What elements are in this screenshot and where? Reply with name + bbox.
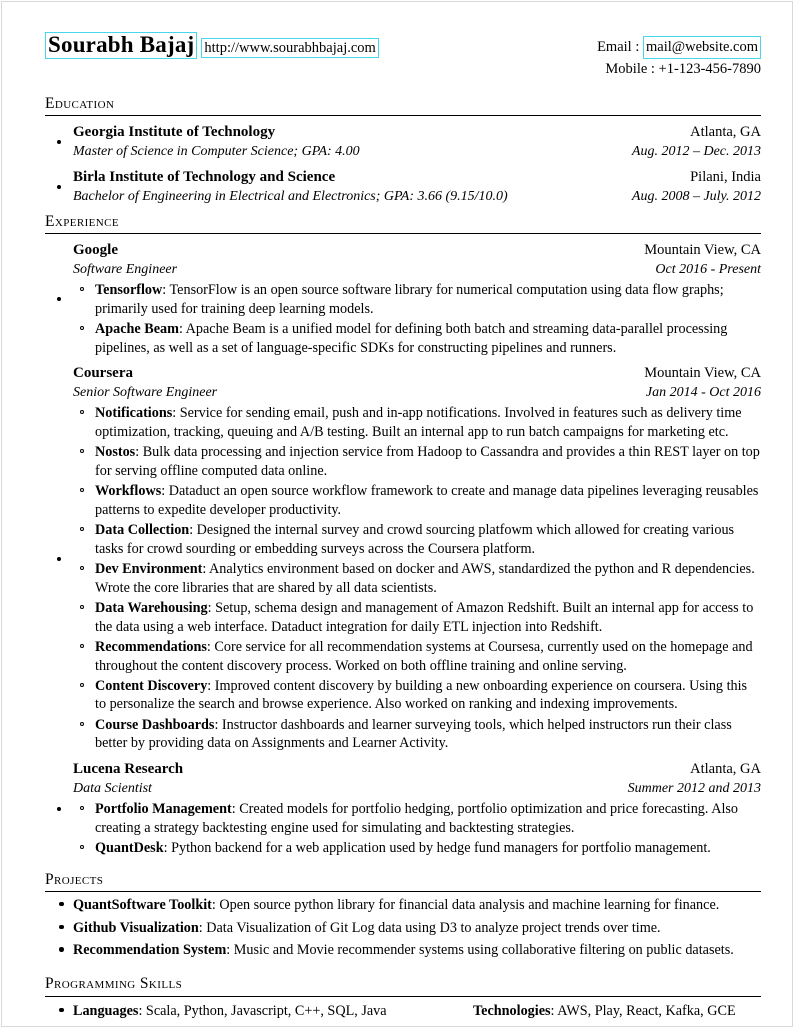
section-projects — [45, 870, 761, 961]
bullet-icon — [59, 925, 64, 930]
mobile-value: +1-123-456-7890 — [658, 61, 761, 78]
institution-location: Pilani, India — [690, 169, 761, 186]
project-name: QuantSoftware Toolkit — [73, 896, 212, 913]
bullet-text: : Bulk data processing and injection service from Hadoop to Cassandra and provides a thin REST layer on top for serving offline computed data online. — [95, 443, 760, 479]
bullet-icon — [57, 557, 61, 561]
header-identity — [45, 30, 379, 59]
section-title-experience: Experience — [45, 212, 119, 230]
languages-label: Languages — [73, 1002, 139, 1019]
list-item — [73, 320, 761, 357]
bullet-icon — [57, 185, 61, 189]
section-title-skills: Programming Skills — [45, 975, 183, 993]
mobile-label: Mobile : — [605, 61, 655, 78]
job-dates: Summer 2012 and 2013 — [627, 780, 761, 796]
job-title: Data Scientist — [73, 780, 152, 796]
institution-location: Atlanta, GA — [690, 124, 761, 141]
section-rule-education — [45, 115, 761, 116]
experience-bullet-list — [73, 800, 761, 858]
project-description: : Data Visualization of Git Log data using D3 to analyze project trends over time. — [198, 919, 661, 936]
hollow-bullet-icon — [80, 683, 84, 687]
email-label: Email : — [597, 39, 640, 55]
entry-secondary-line — [73, 188, 761, 206]
company-location: Atlanta, GA — [690, 761, 761, 778]
entry-primary-line — [73, 241, 761, 261]
list-item — [45, 919, 761, 938]
bullet-icon — [59, 947, 64, 952]
entry-secondary-line — [73, 261, 761, 279]
list-item — [73, 521, 761, 558]
project-description: : Music and Movie recommender systems using collaborative filtering on public datasets. — [226, 942, 734, 959]
project-name: Recommendation System — [73, 942, 227, 959]
education-entry — [45, 123, 761, 161]
section-rule-skills — [45, 996, 761, 997]
bullet-text: : Designed the internal survey and crowd sourcing platfowm which allowed for creating various tasks for crowd sourding or embedding surveys across the Coursera platform. — [95, 521, 735, 557]
email-link[interactable]: mail@website.com — [643, 36, 761, 59]
email-row — [597, 36, 761, 59]
list-item — [73, 281, 761, 318]
bullet-icon — [59, 1008, 64, 1013]
header-contact — [597, 30, 761, 80]
section-title-education: Education — [45, 95, 115, 113]
section-experience — [45, 212, 761, 858]
bullet-lead: Tensorflow — [95, 281, 163, 298]
candidate-name[interactable]: Sourabh Bajaj — [45, 32, 197, 59]
languages-value: : Scala, Python, Javascript, C++, SQL, Java — [138, 1002, 387, 1019]
experience-entry — [45, 241, 761, 357]
job-dates: Oct 2016 - Present — [655, 261, 761, 277]
bullet-lead: Dev Environment — [95, 560, 203, 577]
technologies-label: Technologies — [473, 1002, 551, 1019]
bullet-lead: Data Collection — [95, 521, 190, 538]
bullet-lead: Content Discovery — [95, 677, 208, 694]
bullet-lead: QuantDesk — [95, 839, 164, 856]
education-dates: Aug. 2008 – July. 2012 — [631, 188, 761, 204]
bullet-text: : Apache Beam is a unified model for defining both batch and streaming data-parallel processing pipelines, as well as a set of language-specific SDKs for constructing pipelines and runners. — [95, 320, 728, 356]
entry-primary-line — [73, 364, 761, 384]
hollow-bullet-icon — [80, 722, 84, 726]
hollow-bullet-icon — [80, 845, 84, 849]
list-item — [73, 443, 761, 480]
bullet-text: : Created models for portfolio hedging, portfolio optimization and price forecasting. Also creating a strategy backtesting engine used for simulating and backtesting strategies. — [95, 800, 739, 836]
skills-languages — [73, 1002, 473, 1021]
bullet-icon — [57, 297, 61, 301]
bullet-lead: Workflows — [95, 482, 162, 499]
list-item — [73, 482, 761, 519]
resume-header — [45, 30, 761, 80]
institution-name: Georgia Institute of Technology — [73, 124, 276, 141]
projects-list — [45, 896, 761, 960]
entry-secondary-line — [73, 780, 761, 798]
entry-primary-line — [73, 168, 761, 188]
job-dates: Jan 2014 - Oct 2016 — [645, 384, 761, 400]
hollow-bullet-icon — [80, 527, 84, 531]
entry-secondary-line — [73, 384, 761, 402]
list-item — [73, 560, 761, 597]
bullet-lead: Nostos — [95, 443, 136, 460]
hollow-bullet-icon — [80, 449, 84, 453]
list-item — [73, 839, 761, 858]
section-education — [45, 94, 761, 206]
degree-detail: Bachelor of Engineering in Electrical and Electronics; GPA: 3.66 (9.15/10.0) — [73, 188, 508, 204]
hollow-bullet-icon — [80, 326, 84, 330]
resume-content — [45, 30, 761, 1021]
project-name: Github Visualization — [73, 919, 199, 936]
institution-name: Birla Institute of Technology and Science — [73, 169, 336, 186]
experience-bullet-list — [73, 281, 761, 357]
list-item — [45, 941, 761, 960]
bullet-text: : Setup, schema design and management of Amazon Redshift. Built an internal app for access to the data using a web interface. Dataduct integration for daily ETL injection into Redshift. — [95, 599, 754, 635]
bullet-icon — [57, 807, 61, 811]
bullet-text: : Analytics environment based on docker and AWS, standardized the python and R dependencies. Wrote the core libraries that are shared by all data scientists. — [95, 560, 755, 596]
company-name: Google — [73, 242, 118, 259]
bullet-lead: Data Warehousing — [95, 599, 208, 616]
entry-primary-line — [73, 123, 761, 143]
experience-entry — [45, 760, 761, 857]
bullet-lead: Notifications — [95, 404, 173, 421]
website-link[interactable]: http://www.sourabhbajaj.com — [201, 38, 378, 58]
bullet-text: : Python backend for a web application used by hedge fund managers for portfolio management. — [163, 839, 711, 856]
hollow-bullet-icon — [80, 287, 84, 291]
bullet-text: : Dataduct an open source workflow framework to create and manage data pipelines leveraging reusables patterns to expedite developer productivity. — [95, 482, 759, 518]
section-rule-projects — [45, 891, 761, 892]
hollow-bullet-icon — [80, 644, 84, 648]
bullet-text: : Service for sending email, push and in-app notifications. Involved in features such as delivery time optimization, tracking, queuing and A/B testing. Built an internal app to run batch campaigns for marketing etc. — [95, 404, 742, 440]
company-location: Mountain View, CA — [644, 242, 761, 259]
hollow-bullet-icon — [80, 806, 84, 810]
hollow-bullet-icon — [80, 488, 84, 492]
company-name: Coursera — [73, 365, 133, 382]
section-programming-skills — [45, 974, 761, 1021]
job-title: Senior Software Engineer — [73, 384, 218, 400]
bullet-lead: Apache Beam — [95, 320, 179, 337]
bullet-lead: Recommendations — [95, 638, 207, 655]
bullet-text: : Improved content discovery by building a new onboarding experience on coursera. Using this to personalize the search and browse experience. Also worked on ranking and indexing improvements. — [95, 677, 748, 713]
education-dates: Aug. 2012 – Dec. 2013 — [631, 143, 761, 159]
education-entry — [45, 168, 761, 206]
entry-primary-line — [73, 760, 761, 780]
bullet-icon — [59, 902, 64, 907]
project-description: : Open source python library for financial data analysis and machine learning for finance. — [211, 896, 720, 913]
section-title-projects: Projects — [45, 870, 104, 888]
technologies-value: : AWS, Play, React, Kafka, GCE — [550, 1002, 736, 1019]
company-name: Lucena Research — [73, 761, 184, 778]
experience-entry — [45, 364, 761, 753]
section-rule-experience — [45, 233, 761, 234]
job-title: Software Engineer — [73, 261, 178, 277]
bullet-text: : Core service for all recommendation systems at Coursesa, currently used on the homepage and throughout the content discovery process. Worked on both offline training and online serving. — [95, 638, 753, 674]
skills-row — [45, 1002, 761, 1021]
company-location: Mountain View, CA — [644, 365, 761, 382]
list-item — [73, 800, 761, 837]
list-item — [73, 677, 761, 714]
hollow-bullet-icon — [80, 410, 84, 414]
list-item — [73, 716, 761, 753]
list-item — [45, 896, 761, 915]
hollow-bullet-icon — [80, 605, 84, 609]
experience-bullet-list — [73, 404, 761, 753]
hollow-bullet-icon — [80, 566, 84, 570]
bullet-text: : Instructor dashboards and learner surveying tools, which helped instructors run their class better by providing data on Assignments and Learner Activity. — [95, 716, 732, 752]
bullet-lead: Portfolio Management — [95, 800, 232, 817]
list-item — [73, 599, 761, 636]
mobile-row — [597, 59, 761, 80]
skills-technologies — [473, 1002, 736, 1021]
bullet-icon — [57, 140, 61, 144]
degree-detail: Master of Science in Computer Science; GPA: 4.00 — [73, 143, 360, 159]
list-item — [73, 638, 761, 675]
bullet-text: : TensorFlow is an open source software library for numerical computation using data flow graphs; primarily used for training deep learning models. — [95, 281, 724, 317]
bullet-lead: Course Dashboards — [95, 716, 215, 733]
list-item — [73, 404, 761, 441]
entry-secondary-line — [73, 143, 761, 161]
